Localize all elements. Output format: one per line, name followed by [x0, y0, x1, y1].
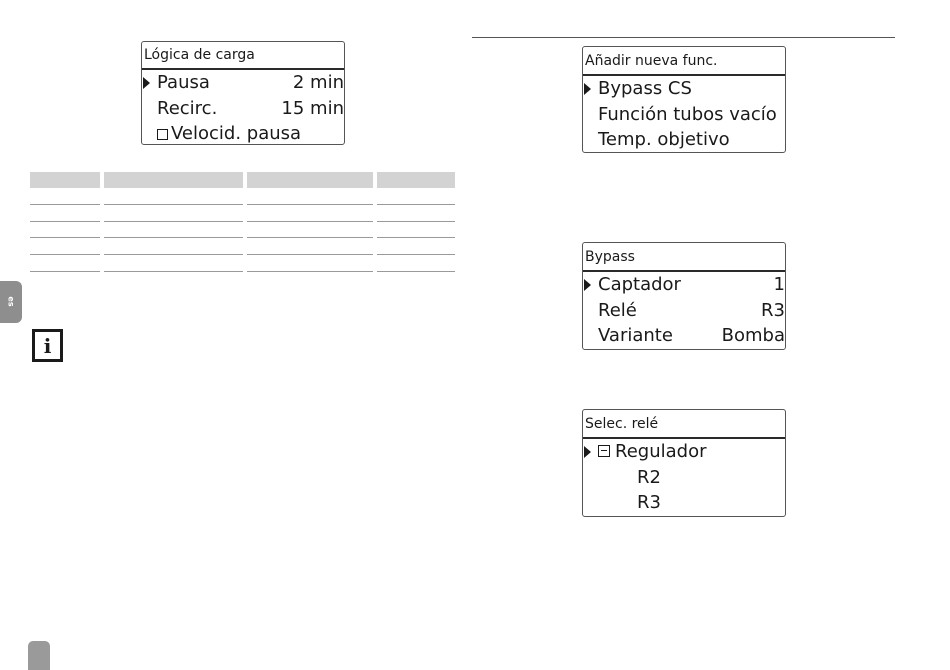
- menu-row-label: Temp. objetivo: [598, 129, 730, 150]
- menu-row-r2[interactable]: [583, 465, 785, 491]
- menu-row-rele[interactable]: [583, 298, 785, 324]
- table-header-col-2: [104, 172, 243, 188]
- table-header-col-3: [247, 172, 373, 188]
- menu-row-value: R3: [761, 299, 785, 321]
- lcd-screen-selec-rele: [582, 409, 786, 517]
- menu-row-label: Relé: [598, 299, 637, 321]
- language-tab: [0, 281, 22, 323]
- menu-row-value: 15 min: [281, 97, 344, 119]
- menu-row-pausa[interactable]: [142, 70, 344, 96]
- checkbox-icon[interactable]: [157, 129, 168, 140]
- cursor-arrow-icon: [143, 77, 150, 89]
- language-tab-label: es: [6, 296, 16, 307]
- info-icon: [32, 329, 63, 362]
- menu-row-value: 1: [773, 274, 785, 295]
- cursor-arrow-icon: [584, 83, 591, 95]
- table-header-col-1: [30, 172, 100, 188]
- lcd-screen-logica-carga: [141, 41, 345, 145]
- menu-row-label: Velocid. pausa: [171, 123, 302, 144]
- menu-row-recirc[interactable]: [142, 96, 344, 122]
- menu-row-funcion-tubos[interactable]: [583, 102, 785, 128]
- menu-row-value: Bomba: [721, 325, 785, 346]
- menu-row-label: R3: [637, 492, 661, 513]
- collapse-icon[interactable]: [598, 445, 610, 457]
- header-divider: [472, 37, 895, 38]
- menu-row-label: Regulador: [615, 441, 707, 462]
- menu-row-temp-objetivo[interactable]: [583, 127, 785, 153]
- menu-row-captador[interactable]: [583, 272, 785, 298]
- menu-row-label: R2: [637, 466, 661, 488]
- menu-row-label: Función tubos vacío: [598, 103, 777, 125]
- menu-row-label: Variante: [598, 325, 673, 346]
- menu-row-label: Bypass CS: [598, 78, 692, 99]
- cursor-arrow-icon: [584, 446, 591, 458]
- menu-row-variante[interactable]: [583, 323, 785, 349]
- table-header-col-4: [377, 172, 455, 188]
- menu-row-value: 2 min: [292, 72, 344, 93]
- lcd-title: Bypass: [583, 243, 785, 272]
- lcd-title: Añadir nueva func.: [583, 47, 785, 76]
- lcd-title: Lógica de carga: [142, 42, 344, 70]
- info-icon-glyph: i: [43, 334, 52, 358]
- cursor-arrow-icon: [584, 279, 591, 291]
- lcd-screen-anadir-func: [582, 46, 786, 153]
- menu-row-label: Recirc.: [157, 97, 218, 119]
- menu-row-label: Captador: [598, 274, 681, 295]
- menu-row-bypass-cs[interactable]: [583, 76, 785, 102]
- menu-row-label-wrap: [598, 439, 706, 465]
- menu-row-regulador[interactable]: [583, 439, 785, 465]
- menu-row-r3[interactable]: [583, 490, 785, 516]
- menu-row-label-wrap: [157, 121, 301, 145]
- lcd-title: Selec. relé: [583, 410, 785, 439]
- page-tab-marker: [28, 641, 50, 670]
- lcd-screen-bypass: [582, 242, 786, 350]
- menu-row-label: Pausa: [157, 72, 210, 93]
- menu-row-velocid-pausa[interactable]: [142, 121, 344, 145]
